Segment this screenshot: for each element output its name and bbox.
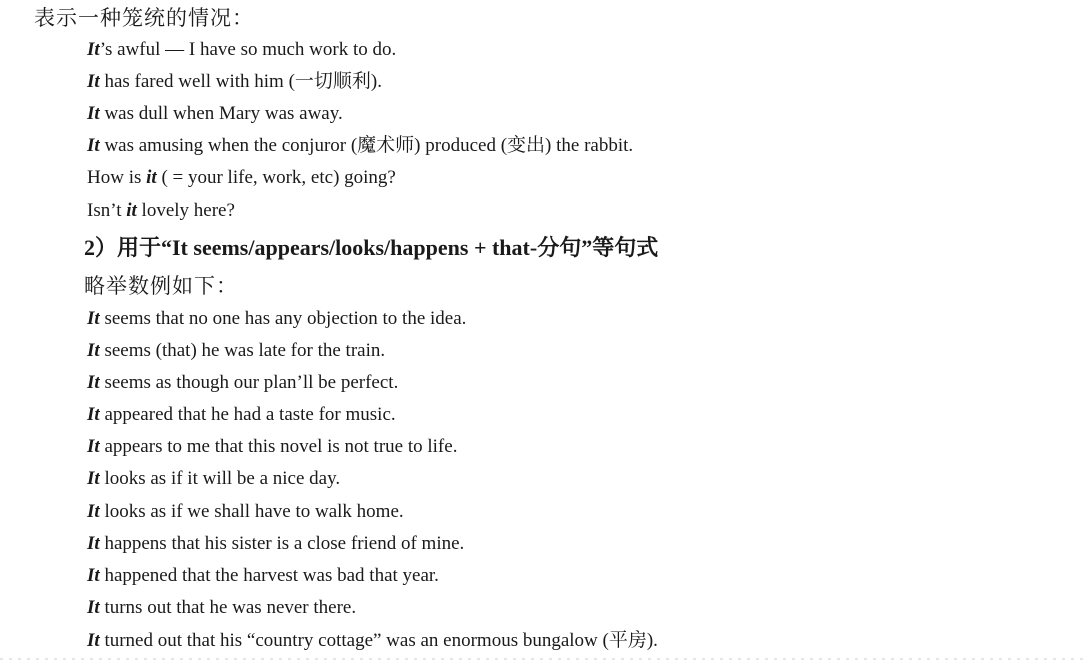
example-sentence xyxy=(87,596,356,620)
sentence-text: happened that the harvest was bad that year. xyxy=(99,565,439,586)
example-sentence xyxy=(87,199,235,223)
it-word: It xyxy=(87,501,100,522)
it-word: It xyxy=(87,468,100,489)
it-word: it xyxy=(146,167,157,188)
sentence-text: turned out that his “country cottage” was an enormous bungalow (平房). xyxy=(99,630,658,651)
it-word: It xyxy=(87,103,100,124)
example-sentence xyxy=(87,564,439,588)
it-word: It xyxy=(87,436,100,457)
it-word: It xyxy=(87,404,100,425)
sentence-text: seems that no one has any objection to the idea. xyxy=(99,308,467,329)
example-sentence xyxy=(87,371,398,395)
example-sentence xyxy=(87,467,340,491)
sentence-text: ’s awful — I have so much work to do. xyxy=(99,39,397,60)
example-sentence xyxy=(87,134,633,158)
it-word: It xyxy=(87,308,100,329)
example-sentence xyxy=(87,339,385,363)
sentence-text: lovely here? xyxy=(136,200,235,221)
sentence-text: turns out that he was never there. xyxy=(99,597,357,618)
sentence-text: has fared well with him (一切顺利). xyxy=(99,71,382,92)
sentence-text: happens that his sister is a close friend of mine. xyxy=(99,533,465,554)
example-sentence xyxy=(87,435,457,459)
example-sentence xyxy=(87,403,396,427)
section-heading: 表示一种笼统的情况： xyxy=(34,6,254,30)
sentence-prefix: How is xyxy=(87,167,147,188)
example-sentence xyxy=(87,307,466,331)
subsection-intro: 略举数例如下： xyxy=(84,274,238,298)
sentence-text: seems (that) he was late for the train. xyxy=(99,340,386,361)
it-word: It xyxy=(87,340,100,361)
example-sentence xyxy=(87,166,396,190)
it-word: It xyxy=(87,597,100,618)
sentence-text: seems as though our plan’ll be perfect. xyxy=(99,372,399,393)
it-word: It xyxy=(87,533,100,554)
sentence-text: looks as if we shall have to walk home. xyxy=(99,501,404,522)
example-sentence xyxy=(87,532,464,556)
sentence-text: appears to me that this novel is not true to life. xyxy=(99,436,458,457)
page-edge-divider xyxy=(0,658,1085,660)
example-sentence xyxy=(87,629,658,653)
sentence-text: looks as if it will be a nice day. xyxy=(99,468,341,489)
example-sentence xyxy=(87,70,382,94)
sentence-text: was dull when Mary was away. xyxy=(99,103,343,124)
it-word: it xyxy=(126,200,137,221)
it-word: It xyxy=(87,135,100,156)
example-sentence xyxy=(87,500,404,524)
sentence-text: appeared that he had a taste for music. xyxy=(99,404,396,425)
sentence-prefix: Isn’t xyxy=(87,200,127,221)
example-sentence xyxy=(87,38,396,62)
it-word: It xyxy=(87,630,100,651)
sentence-text: was amusing when the conjuror (魔术师) produced (变出) the rabbit. xyxy=(99,135,634,156)
it-word: It xyxy=(87,565,100,586)
it-word: It xyxy=(87,71,100,92)
example-sentence xyxy=(87,102,343,126)
it-word: It xyxy=(87,39,100,60)
it-word: It xyxy=(87,372,100,393)
subsection-heading: 2）用于“It seems/appears/looks/happens + that-分句”等句式 xyxy=(84,235,659,260)
sentence-text: ( = your life, work, etc) going? xyxy=(156,167,396,188)
